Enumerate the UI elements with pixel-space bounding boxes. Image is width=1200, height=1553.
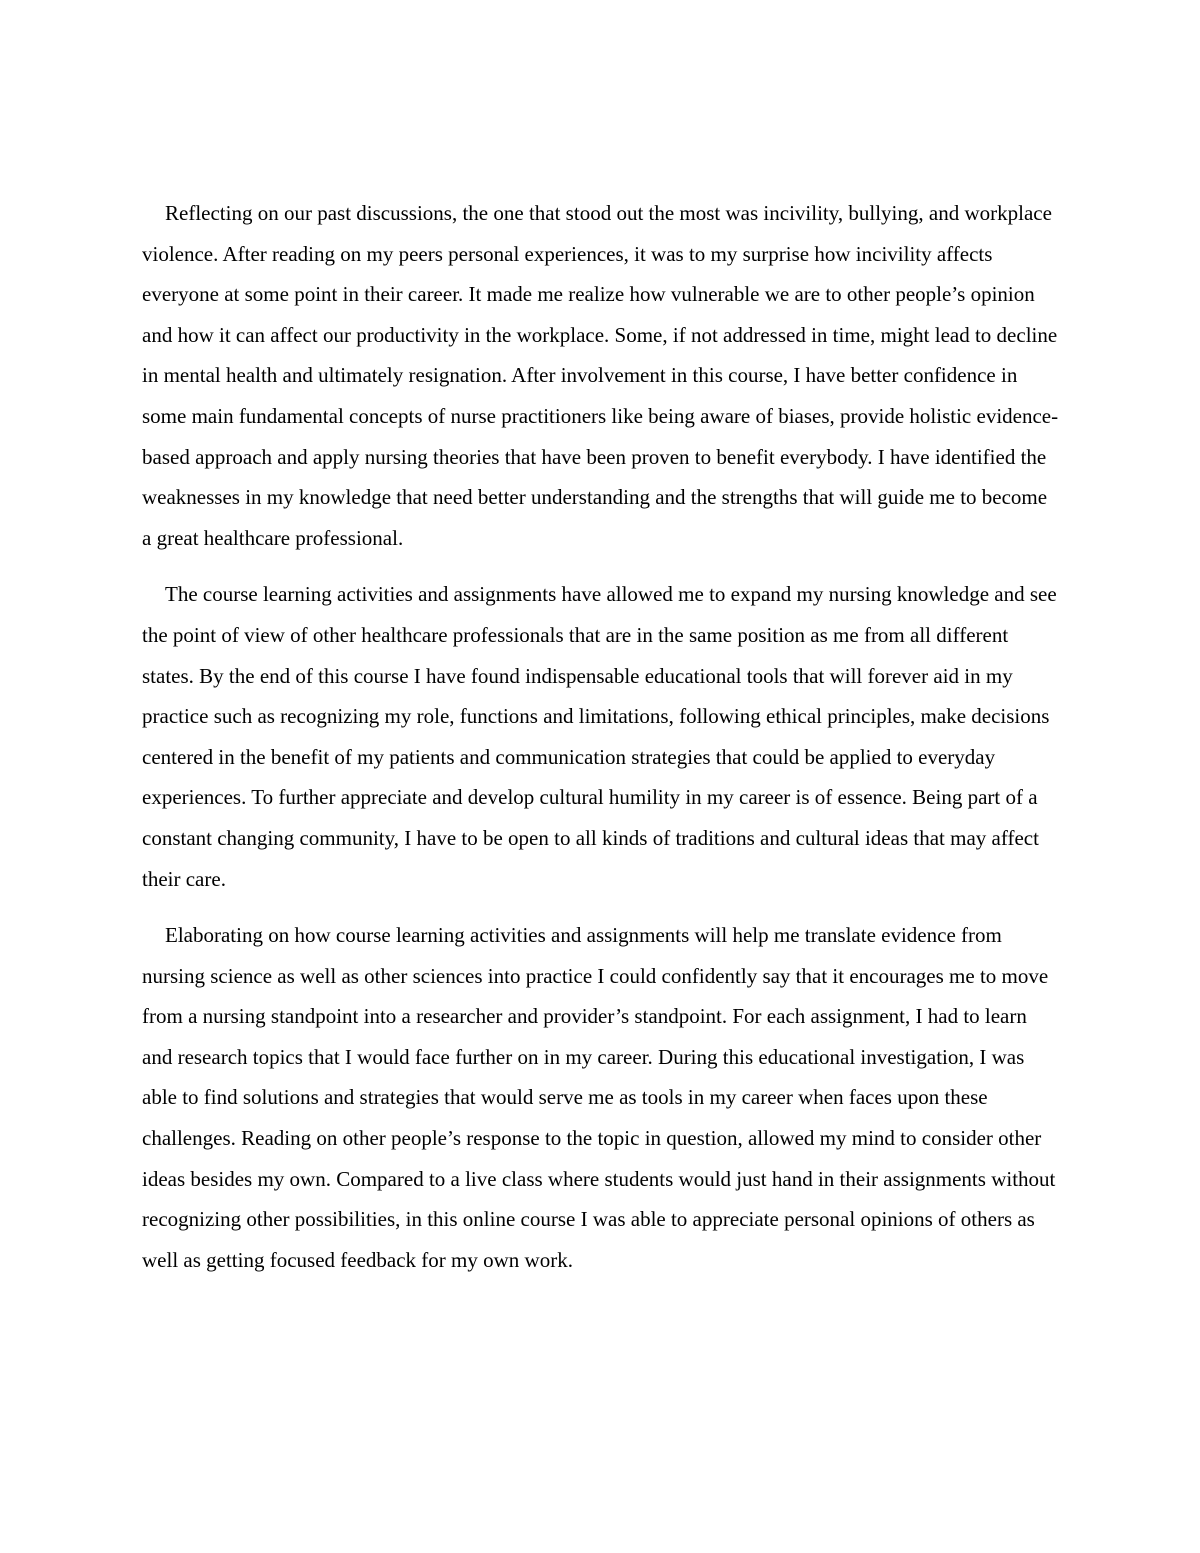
paragraph-3: Elaborating on how course learning activities and assignments will help me translate evidence from nursing science as well as other sciences into practice I could confidently say that it encourages me to move from a nursing standpoint into a researcher and provider’s standpoint. For each assignment, I had to learn and research topics that I would face further on in my career. During this educational investigation, I was able to find solutions and strategies that would serve me as tools in my career when faces upon these challenges. Reading on other people’s response to the topic in question, allowed my mind to consider other ideas besides my own. Compared to a live class where students would just hand in their assignments without recognizing other possibilities, in this online course I was able to appreciate personal opinions of others as well as getting focused feedback for my own work. xyxy=(142,923,1056,1272)
document-body xyxy=(142,193,1060,1280)
paragraph-1: Reflecting on our past discussions, the one that stood out the most was incivility, bullying, and workplace violence. After reading on my peers personal experiences, it was to my surprise how incivility affects everyone at some point in their career. It made me realize how vulnerable we are to other people’s opinion and how it can affect our productivity in the workplace. Some, if not addressed in time, might lead to decline in mental health and ultimately resignation. After involvement in this course, I have better confidence in some main fundamental concepts of nurse practitioners like being aware of biases, provide holistic evidence-based approach and apply nursing theories that have been proven to benefit everybody. I have identified the weaknesses in my knowledge that need better understanding and the strengths that will guide me to become a great healthcare professional. xyxy=(142,201,1059,550)
paragraph-2: The course learning activities and assignments have allowed me to expand my nursing knowledge and see the point of view of other healthcare professionals that are in the same position as me from all different states. By the end of this course I have found indispensable educational tools that will forever aid in my practice such as recognizing my role, functions and limitations, following ethical principles, make decisions centered in the benefit of my patients and communication strategies that could be applied to everyday experiences. To further appreciate and develop cultural humility in my career is of essence. Being part of a constant changing community, I have to be open to all kinds of traditions and cultural ideas that may affect their care. xyxy=(142,582,1057,891)
